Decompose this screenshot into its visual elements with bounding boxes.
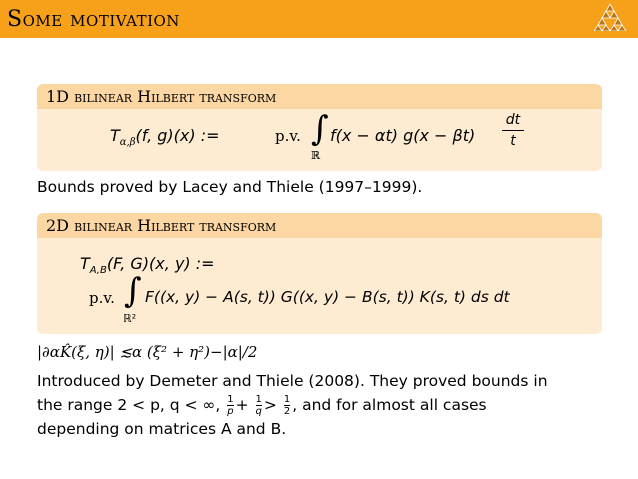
- fraction-denominator: 2: [283, 406, 291, 417]
- block-1d-title: 1D bilinear Hilbert transform: [46, 87, 277, 106]
- sierpinski-logo-icon: [594, 3, 626, 31]
- fraction-1-over-q: [256, 394, 262, 417]
- pv-label: p.v.: [89, 289, 115, 307]
- operator-args: (f, g)(x) :=: [135, 126, 220, 145]
- fraction-numerator: 1: [255, 394, 262, 405]
- dt-over-t: [502, 112, 524, 149]
- block-2d-title-bar: [37, 213, 602, 238]
- integral-sign: ∫: [124, 271, 142, 311]
- fraction-numerator: 1: [283, 394, 291, 405]
- comma: ,: [292, 396, 298, 414]
- integral-sign: ∫: [311, 109, 329, 149]
- paragraph-line-3: depending on matrices A and B.: [37, 420, 287, 438]
- formula-2d-lhs: [80, 254, 215, 276]
- greater-than-sign: >: [263, 396, 277, 414]
- plus-sign: +: [235, 396, 249, 414]
- range-text: the range 2 < p, q < ∞,: [37, 396, 221, 414]
- kernel-estimate: |∂αK̂(ξ, η)| ≲α (ξ² + η²)−|α|/2: [37, 343, 258, 361]
- paragraph-line-1: Introduced by Demeter and Thiele (2008). They proved bounds in: [37, 372, 548, 390]
- integral-domain: ℝ: [311, 149, 321, 162]
- block-2d-body: [37, 238, 602, 334]
- block-1d-title-bar: [37, 84, 602, 109]
- fraction-numerator: 1: [227, 394, 234, 405]
- frame-title: Some motivation: [7, 7, 180, 32]
- operator-args: (F, G)(x, y) :=: [106, 254, 215, 273]
- block-2d-title: 2D bilinear Hilbert transform: [46, 216, 277, 235]
- fraction-denominator: q: [255, 406, 262, 417]
- fraction-1-over-2: [284, 394, 290, 417]
- operator-subscript: A,B: [89, 265, 107, 277]
- operator-symbol: T: [110, 126, 120, 145]
- fraction-bar: [502, 130, 524, 131]
- fraction-numerator: dt: [505, 112, 521, 128]
- block-1d-body: [37, 109, 602, 171]
- lacey-thiele-note: Bounds proved by Lacey and Thiele (1997–1999).: [37, 178, 423, 196]
- almost-all-cases-text: and for almost all cases: [302, 396, 487, 414]
- integrand-1d: f(x − αt) g(x − βt): [330, 126, 476, 145]
- fraction-denominator: t: [510, 133, 516, 149]
- fraction-1-over-p: [227, 394, 233, 417]
- integrand-2d: F((x, y) − A(s, t)) G((x, y) − B(s, t)) K(s, t) ds dt: [145, 288, 510, 306]
- fraction-denominator: p: [227, 406, 234, 417]
- integral-domain: ℝ²: [123, 312, 137, 325]
- formula-1d-lhs: [110, 126, 220, 148]
- operator-subscript: α,β: [119, 137, 136, 149]
- frame-title-bar: [0, 0, 638, 38]
- pv-label: p.v.: [275, 127, 301, 145]
- paragraph-line-2: [37, 394, 487, 418]
- operator-symbol: T: [80, 254, 90, 273]
